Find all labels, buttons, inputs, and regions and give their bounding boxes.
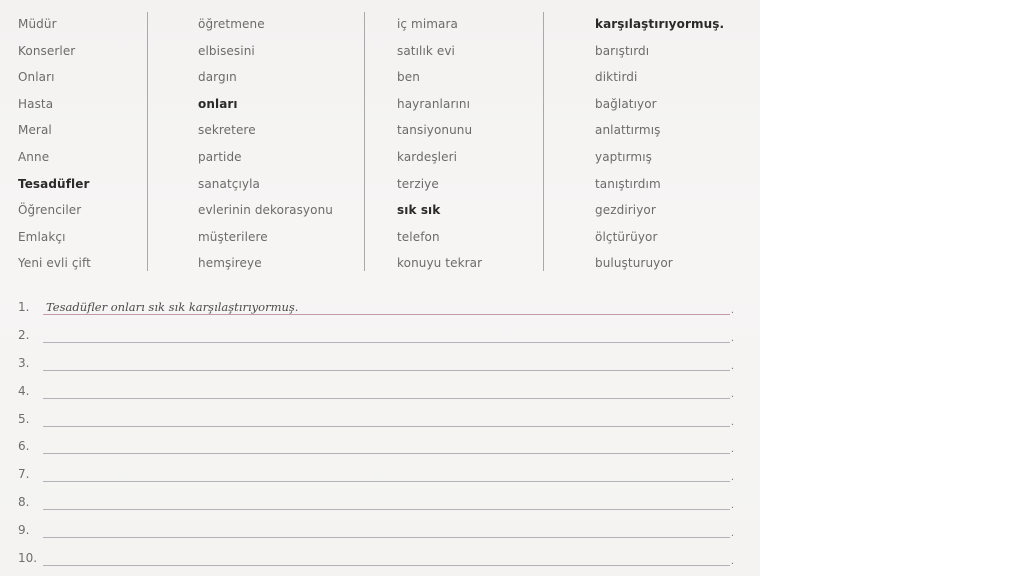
word-cell: Anne — [18, 149, 50, 164]
word-column-complements — [397, 11, 482, 277]
word-cell: ben — [397, 70, 420, 85]
word-cell: öğretmene — [198, 17, 265, 31]
line-end-mark: . — [730, 332, 734, 344]
answer-line[interactable] — [18, 408, 738, 436]
line-end-mark: . — [730, 444, 734, 456]
answer-number: 2. — [18, 327, 30, 342]
answer-line[interactable] — [18, 519, 738, 547]
answer-number: 1. — [18, 300, 30, 314]
word-cell: Yeni evli çift — [18, 256, 91, 271]
line-end-mark: . — [730, 388, 734, 400]
answer-blank-rule — [43, 370, 730, 371]
word-cell: müşterilere — [198, 229, 268, 244]
word-cell: sekretere — [198, 123, 256, 138]
answer-line[interactable] — [18, 547, 738, 575]
word-cell: hayranlarını — [397, 96, 471, 111]
answer-line[interactable] — [18, 491, 738, 519]
word-cell: elbisesini — [198, 43, 255, 58]
word-cell-highlighted: onları — [198, 96, 238, 111]
answer-line[interactable] — [18, 380, 738, 408]
word-cell: kardeşleri — [397, 149, 458, 164]
word-cell: hemşireye — [198, 256, 262, 271]
word-cell: sanatçıyla — [198, 176, 260, 191]
word-cell: Hasta — [18, 96, 54, 111]
answer-number: 3. — [18, 355, 30, 370]
word-cell: telefon — [397, 229, 440, 244]
word-cell: Emlakçı — [18, 229, 66, 244]
word-cell: satılık evi — [397, 43, 455, 58]
answer-line — [18, 296, 738, 324]
answer-lines — [18, 296, 738, 575]
word-cell: bağlatıyor — [595, 96, 657, 111]
column-divider — [147, 12, 148, 271]
answer-number: 4. — [18, 383, 30, 398]
line-end-mark: . — [730, 305, 734, 316]
word-column-verbs — [595, 11, 724, 277]
answer-blank-rule — [43, 565, 730, 566]
word-cell-highlighted: Tesadüfler — [18, 176, 90, 191]
word-cell-highlighted: karşılaştırıyormuş. — [595, 17, 725, 31]
answer-number: 6. — [18, 439, 30, 454]
word-cell: konuyu tekrar — [397, 256, 483, 271]
word-cell: gezdiriyor — [595, 203, 656, 218]
answer-number: 5. — [18, 411, 30, 426]
word-cell: diktirdi — [595, 70, 638, 85]
word-cell: yaptırmış — [595, 149, 653, 164]
answer-blank-rule — [43, 537, 730, 538]
word-column-objects — [198, 11, 333, 277]
line-end-mark: . — [730, 472, 734, 484]
answer-line[interactable] — [18, 463, 738, 491]
answer-number: 10. — [18, 551, 38, 566]
answer-number: 8. — [18, 495, 30, 510]
word-cell: terziye — [397, 176, 439, 191]
answer-blank-rule — [43, 342, 730, 343]
word-column-subjects — [18, 11, 91, 277]
word-cell: iç mimara — [397, 17, 458, 31]
answer-number: 7. — [18, 467, 30, 482]
answer-line[interactable] — [18, 352, 738, 380]
word-cell: partide — [198, 149, 242, 164]
word-cell: tansiyonunu — [397, 123, 473, 138]
word-cell: barıştırdı — [595, 43, 650, 58]
word-cell: tanıştırdım — [595, 176, 661, 191]
line-end-mark: . — [730, 556, 734, 568]
line-end-mark: . — [730, 500, 734, 512]
answer-blank-rule — [43, 509, 730, 510]
line-end-mark: . — [730, 528, 734, 540]
word-cell: evlerinin dekorasyonu — [198, 203, 333, 218]
answer-line[interactable] — [18, 435, 738, 463]
answer-blank-rule — [43, 426, 730, 427]
answer-number: 9. — [18, 523, 30, 538]
answer-blank-rule — [43, 453, 730, 454]
answer-blank-rule — [43, 481, 730, 482]
answer-sentence: Tesadüfler onları sık sık karşılaştırıyormuş. — [46, 300, 299, 314]
word-cell: Öğrenciler — [18, 203, 82, 218]
word-cell: anlattırmış — [595, 123, 661, 138]
line-end-mark: . — [730, 360, 734, 372]
column-divider — [543, 12, 544, 271]
word-cell: ölçtürüyor — [595, 229, 658, 244]
word-cell: buluşturuyor — [595, 256, 673, 271]
word-cell: dargın — [198, 70, 237, 85]
column-divider — [364, 12, 365, 271]
answer-line[interactable] — [18, 324, 738, 352]
word-cell: Konserler — [18, 43, 76, 58]
answer-underline — [43, 314, 730, 315]
word-cell: Meral — [18, 123, 52, 138]
answer-blank-rule — [43, 398, 730, 399]
line-end-mark: . — [730, 416, 734, 428]
word-cell: Onları — [18, 70, 55, 85]
word-cell: Müdür — [18, 17, 57, 31]
word-cell-highlighted: sık sık — [397, 203, 441, 218]
